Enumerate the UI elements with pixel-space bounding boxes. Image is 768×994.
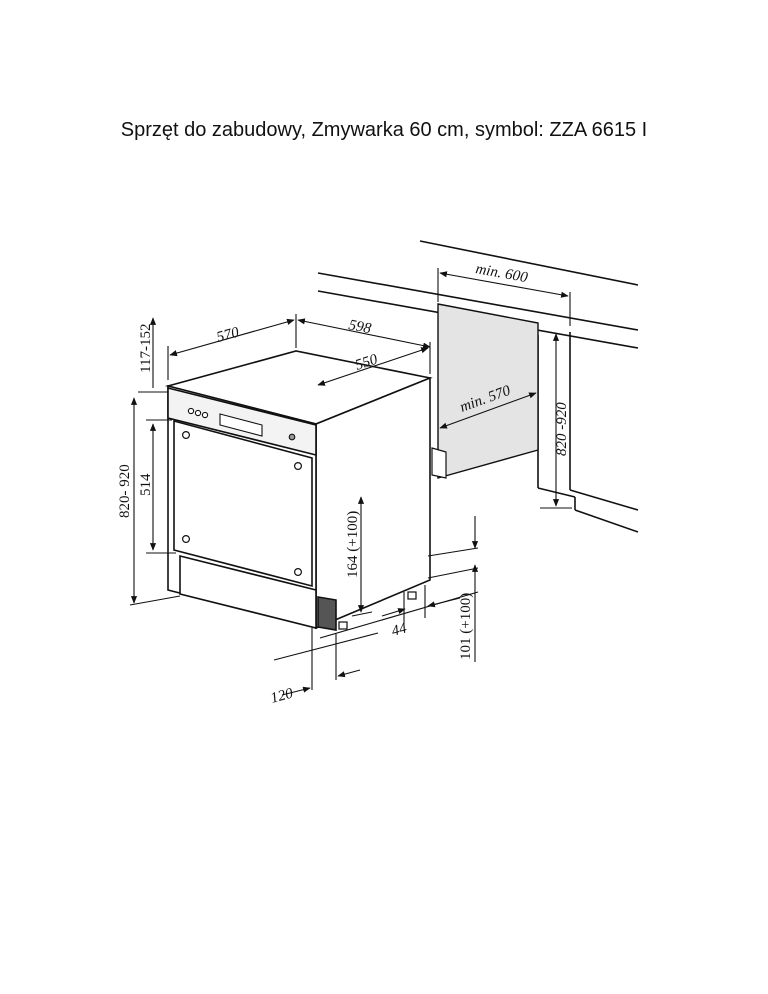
dim-plinth-height: 164 (+100) [345, 510, 361, 578]
dim-plinth-depth: 120 [268, 685, 295, 707]
dim-inner-depth: 550 [353, 351, 380, 374]
dim-min-width: min. 600 [474, 261, 529, 287]
dim-min-depth: min. 570 [457, 382, 513, 416]
dim-niche-height: 820 -920 [554, 402, 570, 456]
dim-foot-height: 101 (+100) [458, 592, 474, 660]
dim-foot-offset: 44 [389, 620, 409, 640]
page-title: Sprzęt do zabudowy, Zmywarka 60 cm, symbol: ZZA 6615 I [120, 119, 648, 141]
dim-panel-height: 117-152 [138, 323, 154, 373]
dim-width: 598 [347, 317, 373, 338]
dim-door-height: 514 [138, 473, 154, 496]
dim-depth: 570 [214, 324, 241, 346]
dim-overall-height: 820- 920 [117, 464, 133, 518]
dishwasher-body [168, 351, 430, 630]
